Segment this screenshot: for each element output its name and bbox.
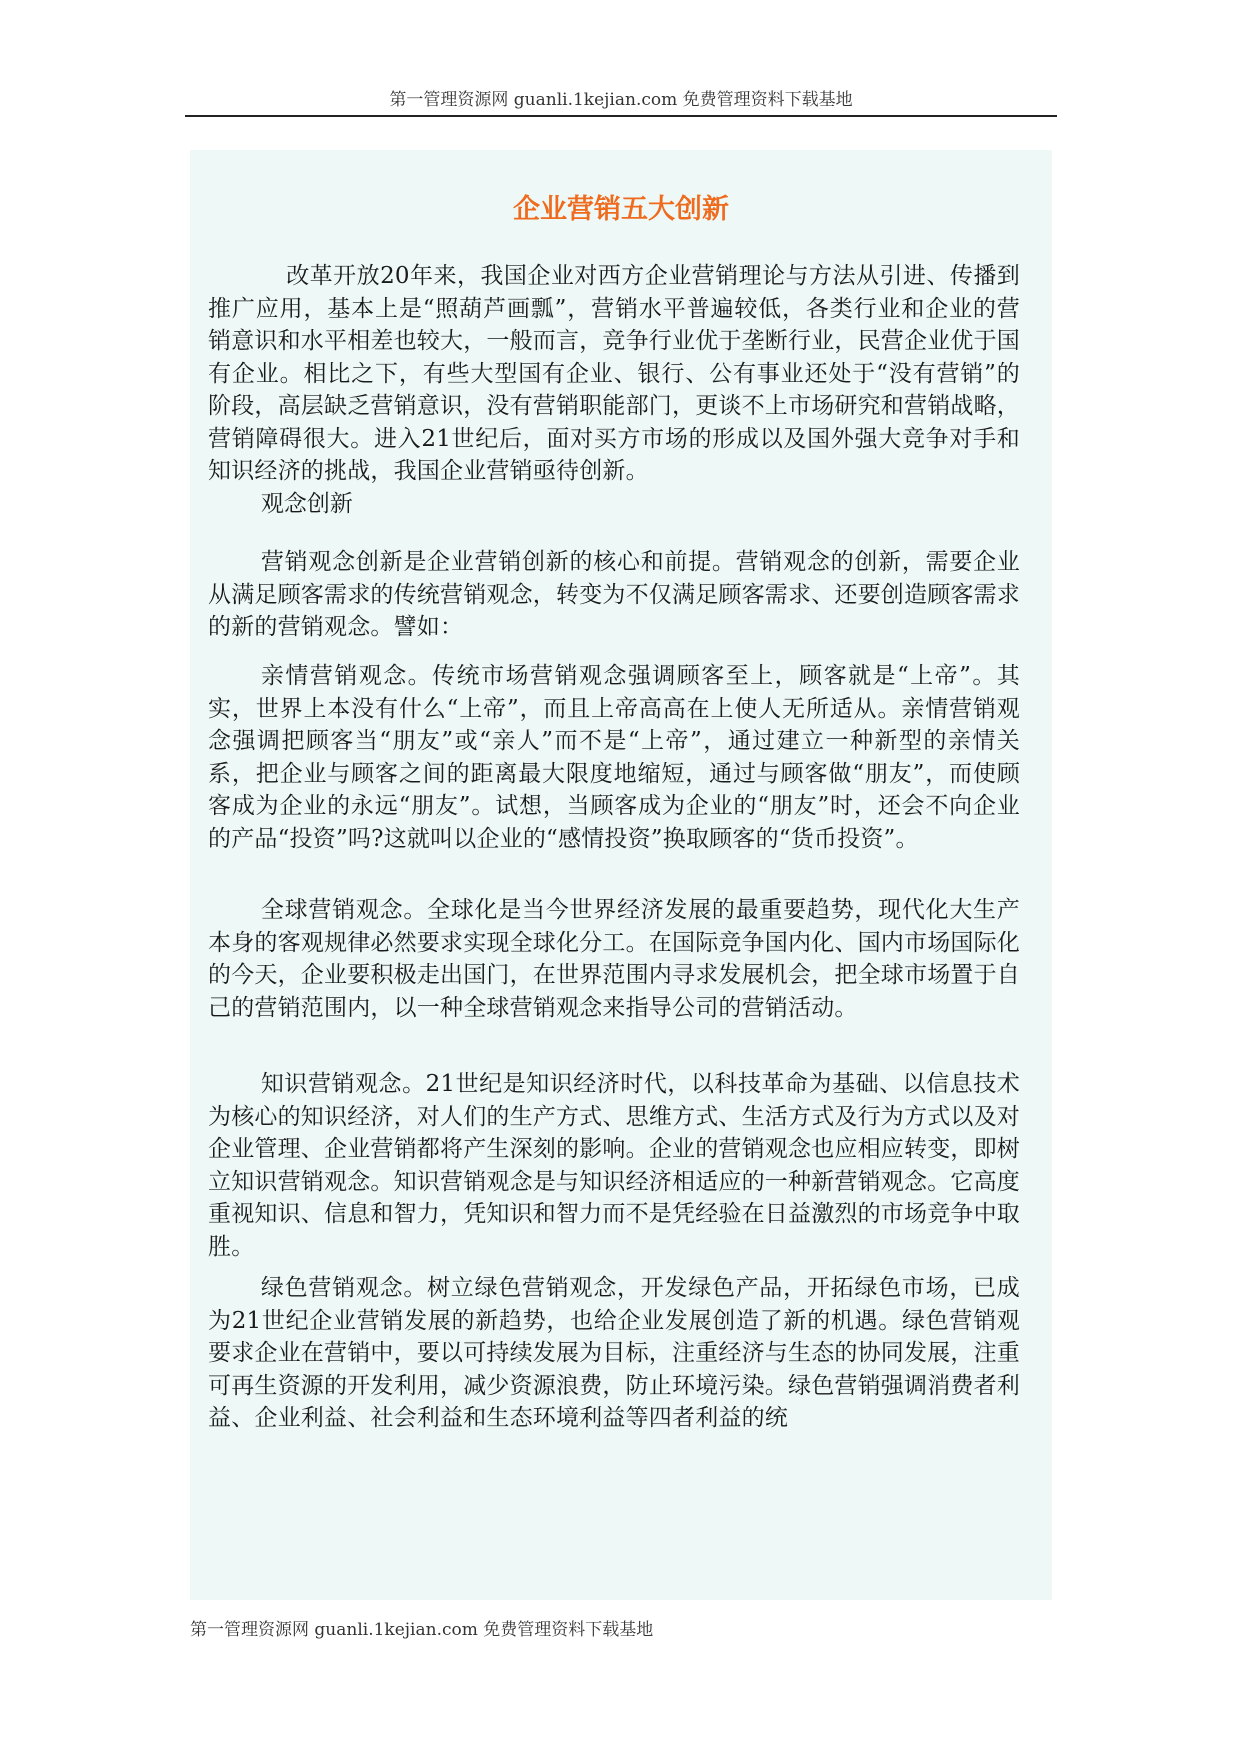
article-content-panel (190, 150, 1052, 1600)
section-heading: 观念创新 (260, 491, 353, 517)
paragraph-knowledge-marketing: 知识营销观念。21世纪是知识经济时代，以科技革命为基础、以信息技术为核心的知识经济，对人们的生产方式、思维方式、生活方式及行为方式以及对企业管理、企业营销都将产生深刻的影响。企业的营销观念也应相应转变，即树立知识营销观念。知识营销观念是与知识经济相适应的一种新营销观念。它高度重视知识、信息和智力，凭知识和智力而不是凭经验在日益激烈的市场竞争中取胜。 (208, 1071, 1020, 1260)
paragraph-global-marketing: 全球营销观念。全球化是当今世界经济发展的最重要趋势，现代化大生产本身的客观规律必然要求实现全球化分工。在国际竞争国内化、国内市场国际化的今天，企业要积极走出国门，在世界范围内寻求发展机会，把全球市场置于自己的营销范围内，以一种全球营销观念来指导公司的营销活动。 (208, 897, 1020, 1021)
page-footer: 第一管理资源网 guanli.1kejian.com 免费管理资料下载基地 (190, 1620, 654, 1640)
paragraph-concept-innovation: 营销观念创新是企业营销创新的核心和前提。营销观念的创新，需要企业从满足顾客需求的传统营销观念，转变为不仅满足顾客需求、还要创造顾客需求的新的营销观念。譬如： (208, 549, 1020, 640)
header-divider (185, 115, 1057, 117)
page-header: 第一管理资源网 guanli.1kejian.com 免费管理资料下载基地 (389, 90, 853, 110)
intro-paragraph: 改革开放20年来，我国企业对西方企业营销理论与方法从引进、传播到推广应用，基本上是“照葫芦画瓢”，营销水平普遍较低，各类行业和企业的营销意识和水平相差也较大，一般而言，竞争行业优于垄断行业，民营企业优于国有企业。相比之下，有些大型国有企业、银行、公有事业还处于“没有营销”的阶段，高层缺乏营销意识，没有营销职能部门，更谈不上市场研究和营销战略，营销障碍很大。进入21世纪后，面对买方市场的形成以及国外强大竞争对手和知识经济的挑战，我国企业营销亟待创新。 (208, 263, 1020, 484)
paragraph-green-marketing: 绿色营销观念。树立绿色营销观念，开发绿色产品，开拓绿色市场，已成为21世纪企业营销发展的新趋势，也给企业发展创造了新的机遇。绿色营销观要求企业在营销中，要以可持续发展为目标，注重经济与生态的协同发展，注重可再生资源的开发利用，减少资源浪费，防止环境污染。绿色营销强调消费者利益、企业利益、社会利益和生态环境利益等四者利益的统 (208, 1275, 1020, 1431)
paragraph-family-marketing: 亲情营销观念。传统市场营销观念强调顾客至上，顾客就是“上帝”。其实，世界上本没有什么“上帝”，而且上帝高高在上使人无所适从。亲情营销观念强调把顾客当“朋友”或“亲人”而不是“上帝”，通过建立一种新型的亲情关系，把企业与顾客之间的距离最大限度地缩短，通过与顾客做“朋友”，而使顾客成为企业的永远“朋友”。试想，当顾客成为企业的“朋友”时，还会不向企业的产品“投资”吗?这就叫以企业的“感情投资”换取顾客的“货币投资”。 (208, 663, 1020, 852)
article-title: 企业营销五大创新 (513, 194, 729, 225)
